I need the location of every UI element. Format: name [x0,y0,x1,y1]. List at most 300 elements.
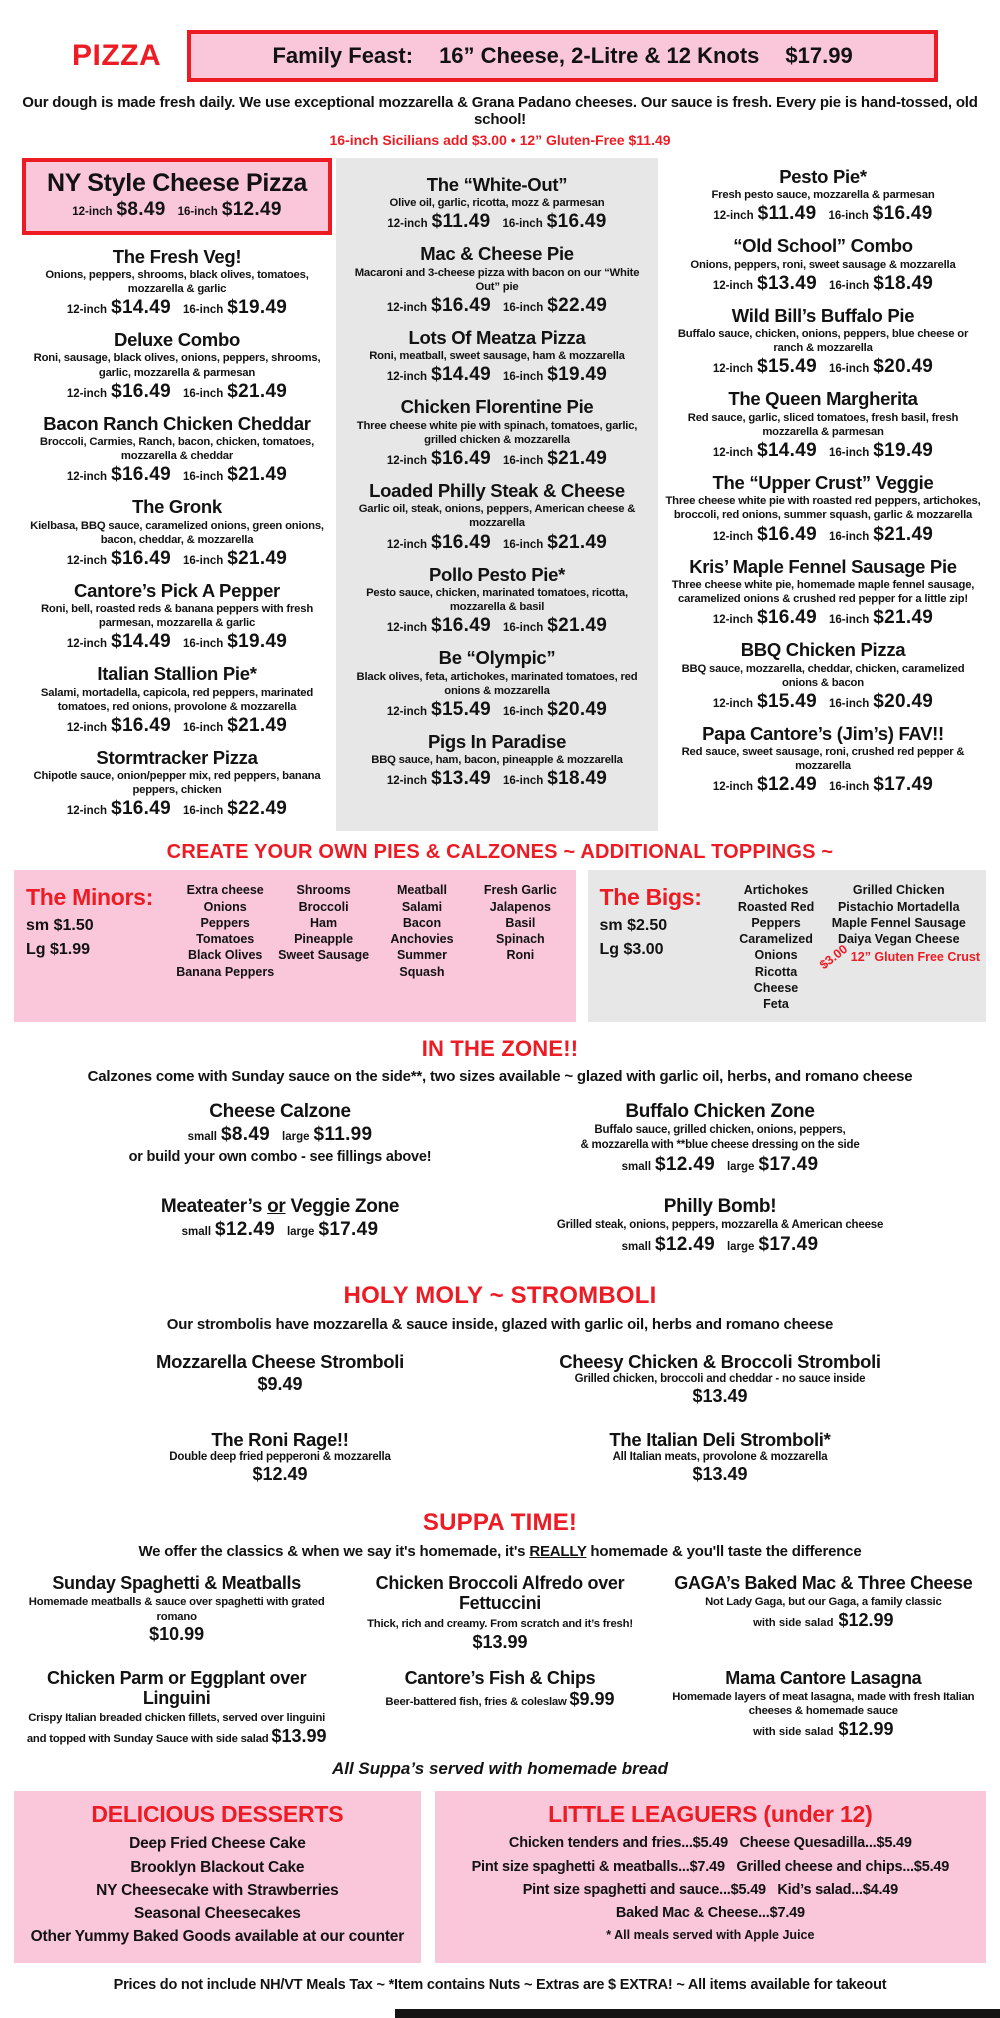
size-label: small [621,1161,652,1174]
item-price: $12.99 [838,1609,894,1630]
item-name: Papa Cantore’s (Jim’s) FAV!! [702,722,944,744]
item-price: $9.49 [257,1374,303,1395]
size-label: 16-inch [503,371,544,384]
item-name: Stormtracker Pizza [96,746,258,768]
size-label: 12-inch [386,622,428,635]
item-prices [60,1124,500,1146]
size-label: 16-inch [183,304,224,317]
bottom-boxes-row [0,1787,1000,1962]
item-description: Onions, peppers, shrooms, black olives, tomatoes, mozzarella & garlic [45,268,309,295]
pizza-column [658,158,988,831]
price-first: $14.49 [111,297,171,319]
item-price: $13.99 [271,1726,327,1747]
price-second: $21.49 [227,547,288,569]
item-prices [24,798,330,820]
little-leaguers-heading: LITTLE LEAGUERS (under 12) [548,1801,873,1828]
topping-name: Pineapple [294,932,354,947]
size-label: 12-inch [712,697,754,710]
item-description: All Italian meats, provolone & mozzarella [612,1451,828,1464]
size-label: 12-inch [386,705,428,718]
item-price-line [666,1610,981,1631]
desserts-list [22,1832,413,1948]
price-first: $16.49 [111,798,171,820]
size-label: 16-inch [829,781,870,794]
item-description: Kielbasa, BBQ sauce, caramelized onions, green onions, bacon, cheddar, & mozzarella [30,519,324,546]
item-name: The Fresh Veg! [112,245,242,267]
price-second: $21.49 [227,714,288,736]
size-label: 12-inch [66,638,108,651]
price-second: $16.49 [872,203,933,225]
item-name: Mozzarella Cheese Stromboli [156,1351,404,1373]
menu-item [664,306,982,379]
size-label: 16-inch [503,705,544,718]
desserts-box [14,1791,421,1962]
item-description: Homemade meatballs & sauce over spaghetti with grated romano [28,1596,325,1623]
item-note: or build your own combo - see fillings above! [128,1149,432,1166]
item-name: Chicken Florentine Pie [400,396,594,418]
size-label: 12-inch [712,781,754,794]
item-name: Be “Olympic” [438,647,556,669]
toppings-price-info [26,880,176,1012]
item-name: BBQ Chicken Pizza [740,639,906,661]
item-description: Not Lady Gaga, but our Gaga, a family classic [705,1596,942,1609]
item-prices [24,464,330,486]
toppings-column [818,880,980,1012]
item-description: Broccoli, Carmies, Ranch, bacon, chicken, tomatoes, mozzarella & cheddar [39,435,315,463]
item-prices [664,440,982,462]
topping-name: Sweet Sausage [278,948,370,963]
menu-item [24,497,330,570]
menu-item [346,397,648,470]
price-first: $12.49 [215,1219,275,1241]
item-price: $13.49 [692,1386,748,1407]
item-price: $12.49 [252,1464,308,1485]
item-prices [60,1219,500,1241]
price-second: $18.49 [547,768,608,790]
item-prices [24,297,330,319]
size-label: 12-inch [712,363,754,376]
size-label: 16-inch [829,614,870,627]
toppings-heading: CREATE YOUR OWN PIES & CALZONES ~ ADDITIONAL TOPPINGS ~ [166,841,834,864]
price-first: $14.49 [111,631,171,653]
price-first: $13.49 [431,768,491,790]
topping-name: Daiya Vegan Cheese [837,932,960,947]
size-label: 12-inch [386,371,428,384]
price-second: $21.49 [227,380,288,402]
feast-description: 16” Cheese, 2-Litre & 12 Knots [439,43,760,68]
item-price-line [666,1719,981,1740]
topping-name: Maple Fennel Sausage [831,915,966,930]
toppings-row [0,870,1000,1022]
topping-name: Extra cheese [186,883,264,898]
menu-item [342,1574,657,1653]
item-name: NY Style Cheese Pizza [46,169,308,197]
item-name: Pesto Pie* [779,166,867,187]
menu-item [60,1101,500,1176]
toppings-price-info [600,880,735,1012]
price-first: $12.49 [655,1154,715,1176]
item-description: Thick, rich and creamy. From scratch and it’s fresh! [367,1617,633,1630]
toppings-group-title: The Minors: [26,884,154,911]
price-first: $16.49 [431,531,491,553]
item-description-price-line [342,1689,657,1710]
price-first: $14.49 [757,440,817,462]
size-label: 16-inch [183,471,224,484]
size-label: 16-inch [829,279,870,292]
topping-name: Roni [506,948,535,963]
item-name: Wild Bill’s Buffalo Pie [731,304,915,326]
bottom-edge-bar [395,2009,1000,2018]
menu-item [342,1669,657,1748]
size-label: 16-inch [183,721,224,734]
item-prices [664,607,982,629]
menu-item [664,167,982,225]
item-prices [346,448,648,470]
item-name: The Queen Margherita [728,388,918,410]
item-description-price-line [19,1708,334,1747]
menu-item [19,1669,334,1748]
item-name: Philly Bomb! [663,1196,777,1218]
price-second: $12.49 [221,198,282,220]
topping-name: Banana Peppers [176,964,275,979]
menu-item [346,244,648,317]
price-second: $21.49 [873,607,934,629]
item-name: The Roni Rage!! [211,1429,349,1451]
price-second: $22.49 [227,798,288,820]
size-label: 16-inch [503,622,544,635]
item-name: The Gronk [132,496,222,518]
size-label: large [286,1226,315,1239]
item-prices [24,381,330,403]
menu-item [346,481,648,554]
minor-toppings-box [14,870,576,1022]
item-description: Olive oil, garlic, ricotta, mozz & parmesan [389,197,605,210]
menu-item [24,247,330,320]
dessert-item: NY Cheesecake with Strawberries [96,1881,339,1899]
item-prices [500,1234,940,1256]
size-label: 16-inch [183,387,224,400]
size-label: 12-inch [386,455,428,468]
topping-name: Salami [401,899,443,914]
suppa-grid [19,1568,981,1757]
menu-item [666,1669,981,1748]
item-name: Italian Stallion Pie* [97,663,257,685]
item-description: Pesto sauce, chicken, marinated tomatoes, ricotta, mozzarella & basil [366,586,628,614]
gluten-free-price: $3.00 [816,942,850,973]
size-label: 12-inch [712,530,754,543]
calzone-grid [60,1089,940,1264]
size-label: 16-inch [177,205,218,218]
menu-item [666,1574,981,1653]
price-second: $22.49 [547,295,608,317]
size-label: 16-inch [503,302,544,315]
item-description: Garlic oil, steak, onions, peppers, American cheese & mozzarella [358,503,636,530]
price-first: $12.49 [757,774,817,796]
toppings-column [274,880,372,1012]
item-description: Three cheese white pie with roasted red peppers, artichokes, broccoli, red onions, summer squash, garlic & mozzarella [665,495,981,522]
price-second: $21.49 [547,615,608,637]
menu-item [24,664,330,737]
topping-name: Roasted Red Peppers [737,899,815,930]
item-name: Buffalo Chicken Zone [625,1101,815,1123]
item-prices [346,699,648,721]
item-description: Double deep fried pepperoni & mozzarella [169,1451,391,1464]
item-name: Mac & Cheese Pie [420,243,574,265]
item-description: Salami, mortadella, capicola, red peppers, marinated tomatoes, red onions, provolone & mozzarella [40,686,314,713]
size-label: 12-inch [713,210,754,223]
price-second: $19.49 [873,440,934,462]
price-first: $11.49 [431,211,491,233]
size-label: 16-inch [828,210,869,223]
desserts-heading: DELICIOUS DESSERTS [91,1801,344,1828]
item-name: Deluxe Combo [114,329,240,351]
item-name: Cheesy Chicken & Broccoli Stromboli [559,1351,881,1373]
topping-name: Peppers [200,915,250,930]
item-name: Lots Of Meatza Pizza [408,327,586,349]
topping-name: Bacon [402,915,442,930]
topping-name: Basil [505,915,536,930]
menu-item [22,158,332,235]
topping-name: Ham [310,915,338,930]
size-label: 16-inch [829,697,870,710]
kids-menu-line: Pint size spaghetti and sauce...$5.49 Kid’s salad...$4.49 [522,1881,898,1898]
topping-name: Summer Squash [396,948,447,979]
item-description: Red sauce, garlic, sliced tomatoes, fresh basil, fresh mozzarella & parmesan [687,411,959,438]
item-name: Meateater’s or Veggie Zone [160,1196,400,1218]
topping-name: Onions [203,899,247,914]
price-first: $15.49 [431,698,491,720]
item-prices [664,356,982,378]
brand-title: PIZZA [72,39,162,72]
toppings-small-price: sm $1.50 [26,917,94,935]
item-price: $10.99 [149,1624,205,1645]
price-first: $8.49 [116,198,166,220]
item-description: Red sauce, sweet sausage, roni, crushed red pepper & mozzarella [681,746,965,773]
price-second: $19.49 [547,364,608,386]
topping-name: Fresh Garlic [483,883,557,898]
item-description: Onions, peppers, roni, sweet sausage & mozzarella [690,258,956,271]
menu-item [60,1429,500,1485]
suppa-intro-pre: We offer the classics & when we say it's homemade, it's [138,1543,530,1561]
topping-name: Shrooms [296,883,351,898]
item-name: Chicken Broccoli Alfredo over Fettuccini [375,1573,625,1614]
suppa-bread-note: All Suppa’s served with homemade bread [331,1759,668,1779]
little-leaguers-list [443,1832,978,1925]
item-prices [30,199,324,221]
size-label: 12-inch [386,302,428,315]
item-description: Roni, bell, roasted reds & banana peppers with fresh parmesan, mozzarella & garlic [40,603,314,630]
item-description: Three cheese white pie, homemade maple fennel sausage, caramelized onions & crushed red pepper for a little zip! [671,578,975,606]
topping-name: Broccoli [298,899,349,914]
topping-name: Anchovies [390,932,454,947]
stromboli-grid [60,1337,940,1493]
item-name: Chicken Parm or Eggplant over Linguini [46,1667,307,1708]
item-description: Beer-battered fish, fries & coleslaw [385,1695,570,1708]
dough-tagline: Our dough is made fresh daily. We use exceptional mozzarella & Grana Padano cheeses. Our sauce is fresh. Every pie is hand-tossed, old school! [22,94,978,128]
item-name: GAGA’s Baked Mac & Three Cheese [674,1573,973,1594]
item-description: Fresh pesto sauce, mozzarella & parmesan [711,189,935,202]
tax-footer-note: Prices do not include NH/VT Meals Tax ~ *Item contains Nuts ~ Extras are $ EXTRA! ~ All items available for takeout [113,1976,887,1993]
item-description: Grilled chicken, broccoli and cheddar - no sauce inside [574,1373,866,1386]
item-prices [664,524,982,546]
topping-name: Jalapenos [489,899,551,914]
size-label: 12-inch [66,554,108,567]
apple-juice-note: * All meals served with Apple Juice [606,1928,815,1943]
suppa-section-intro [0,1543,1000,1560]
size-label: 12-inch [66,805,108,818]
menu-item [664,236,982,294]
size-label: large [726,1241,755,1254]
item-description: Homemade layers of meat lasagna, made with fresh Italian cheeses & homemade sauce [672,1690,975,1718]
item-description: BBQ sauce, ham, bacon, pineapple & mozzarella [371,754,623,767]
dessert-item: Seasonal Cheesecakes [134,1905,301,1923]
toppings-column [176,880,274,1012]
item-name: Mama Cantore Lasagna [725,1667,922,1688]
size-label: 16-inch [829,363,870,376]
menu-item [19,1574,334,1653]
item-prices [346,211,648,233]
price-second: $18.49 [873,272,934,294]
price-second: $11.99 [313,1124,373,1146]
price-second: $19.49 [227,297,288,319]
price-second: $17.49 [873,774,934,796]
calzone-section-intro: Calzones come with Sunday sauce on the side**, two sizes available ~ glazed with garlic oil, herbs, and romano cheese [87,1068,913,1086]
price-first: $14.49 [431,364,491,386]
item-description: Macaroni and 3-cheese pizza with bacon on our “White Out” pie [354,266,640,293]
price-first: $16.49 [431,295,491,317]
price-first: $15.49 [757,690,817,712]
dessert-item: Other Yummy Baked Goods available at our counter [30,1928,405,1946]
menu-item [346,732,648,790]
item-name: Pollo Pesto Pie* [428,563,566,585]
item-price: $12.99 [838,1718,894,1739]
menu-item [664,640,982,713]
gluten-free-crust-line [816,942,980,973]
item-prices [500,1154,940,1176]
item-description: Buffalo sauce, chicken, onions, peppers, blue cheese or ranch & mozzarella [677,328,969,355]
item-prices [664,203,982,225]
toppings-column [471,880,569,1012]
item-prices [346,364,648,386]
price-first: $16.49 [431,615,491,637]
little-leaguers-box [435,1791,986,1962]
item-name: Cheese Calzone [209,1101,351,1123]
size-label: 12-inch [712,447,754,460]
size-label: 16-inch [502,218,543,231]
size-label: 16-inch [183,554,224,567]
size-label: 16-inch [503,775,544,788]
size-label: small [621,1241,652,1254]
gluten-free-label: 12” Gluten Free Crust [850,950,980,965]
size-label: 16-inch [829,530,870,543]
size-label: 12-inch [66,471,108,484]
toppings-small-price: sm $2.50 [599,917,668,935]
kids-menu-line: Baked Mac & Cheese...$7.49 [615,1905,805,1921]
item-price: $13.99 [472,1631,528,1652]
item-name: Kris’ Maple Fennel Sausage Pie [689,555,957,577]
item-name: “Old School” Combo [733,235,913,257]
price-first: $16.49 [757,607,817,629]
menu-item [24,414,330,487]
size-label: small [187,1131,217,1144]
item-description: Chipotle sauce, onion/pepper mix, red peppers, banana peppers, chicken [33,770,321,797]
menu-item [664,473,982,546]
price-first: $11.49 [757,203,817,225]
sicilian-gluten-note: 16-inch Sicilians add $3.00 • 12” Gluten-Free $11.49 [329,132,671,148]
kids-menu-line: Chicken tenders and fries...$5.49 Cheese Quesadilla...$5.49 [508,1835,912,1852]
item-prices [346,295,648,317]
item-description: Roni, sausage, black olives, onions, peppers, shrooms, garlic, mozzarella & parmesan [33,352,321,379]
item-name: Bacon Ranch Chicken Cheddar [43,412,311,434]
menu-item [346,328,648,386]
topping-name: Feta [763,997,789,1012]
item-price: $9.99 [569,1688,615,1709]
size-label: 12-inch [66,304,108,317]
item-description: & mozzarella with **blue cheese dressing on the side [580,1139,860,1152]
item-description: Crispy Italian breaded chicken fillets, served over linguini and topped with Sunday Sauce with side salad [26,1712,326,1746]
price-prefix: with side salad [753,1616,834,1629]
size-label: small [181,1226,212,1239]
size-label: 16-inch [503,538,544,551]
pizza-columns [0,158,1000,831]
item-description: BBQ sauce, mozzarella, cheddar, chicken, caramelized onions & bacon [681,662,965,689]
price-second: $17.49 [318,1219,379,1241]
topping-name: Ricotta Cheese [753,964,799,995]
price-second: $20.49 [873,690,934,712]
stromboli-section-heading: HOLY MOLY ~ STROMBOLI [343,1282,657,1310]
price-second: $16.49 [546,211,607,233]
calzone-section-heading: IN THE ZONE!! [421,1036,579,1062]
item-description: Black olives, feta, artichokes, marinated tomatoes, red onions & mozzarella [356,670,638,697]
price-second: $19.49 [227,631,288,653]
price-second: $17.49 [758,1234,819,1256]
toppings-group-title: The Bigs: [599,884,702,911]
toppings-column [373,880,471,1012]
menu-item [24,581,330,654]
menu-item [664,389,982,462]
item-prices [346,532,648,554]
menu-item [24,748,330,821]
feast-label: Family Feast: [272,43,414,68]
price-first: $16.49 [111,714,171,736]
menu-item [500,1429,940,1485]
topping-name: Meatball [396,883,447,898]
price-first: $16.49 [431,448,491,470]
item-prices [346,615,648,637]
item-price: $13.49 [692,1464,748,1485]
dessert-item: Deep Fried Cheese Cake [129,1835,306,1853]
price-first: $12.49 [655,1234,715,1256]
suppa-intro-post: homemade & you'll taste the difference [586,1543,862,1561]
menu-item [346,565,648,638]
price-first: $15.49 [757,356,817,378]
size-label: 16-inch [183,638,224,651]
item-name: Loaded Philly Steak & Cheese [369,480,625,502]
price-second: $20.49 [547,698,608,720]
big-toppings-box [588,870,986,1022]
topping-name: Black Olives [188,948,263,963]
price-first: $16.49 [111,547,171,569]
price-prefix: with side salad [753,1725,834,1738]
suppa-intro-underlined: REALLY [529,1543,587,1561]
price-second: $21.49 [547,448,608,470]
toppings-large-price: Lg $3.00 [599,941,664,959]
item-prices [664,273,982,295]
item-prices [346,768,648,790]
menu-item [346,175,648,233]
size-label: 12-inch [712,279,754,292]
menu-item [60,1196,500,1256]
